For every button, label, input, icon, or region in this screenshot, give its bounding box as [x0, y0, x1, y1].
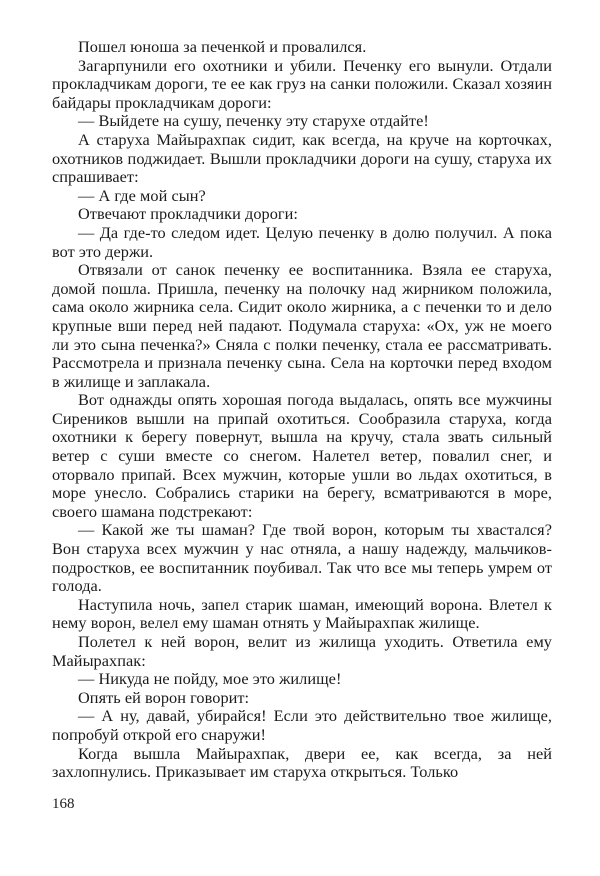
paragraph: Когда вышла Майырахпак, двери ее, как всегда, за ней захлопнулись. Приказывает им старуха открыться. Только [52, 743, 552, 782]
paragraph: Наступила ночь, запел старик шаман, имеющий ворона. Влетел к нему ворон, велел ему шаман отнять у Майырахпак жилище. [52, 594, 552, 633]
dialogue-line: — Никуда не пойду, мое это жилище! [78, 669, 342, 689]
dialogue-line: — Да где-то следом идет. Целую печенку в долю получил. А пока вот это держи. [52, 222, 552, 261]
paragraph: Пошел юноша за печенкой и провалился. [78, 37, 367, 56]
dialogue-line: — Какой же ты шаман? Где твой ворон, которым ты хвастался? Вон старуха всех мужчин у нас отняла, а нашу надежду, мальчиков-подростков, ее воспитанник поубивал. Так что все мы теперь умрем от голода. [52, 520, 552, 596]
dialogue-line: — Выйдете на сушу, печенку эту старухе отдайте! [78, 111, 429, 131]
paragraph: Опять ей ворон говорит: [78, 687, 250, 707]
dialogue-line: — А ну, давай, убирайся! Если это действительно твое жилище, попробуй открой его снаружи! [52, 706, 552, 744]
page-number: 168 [52, 796, 75, 812]
paragraph: Отвязали от санок печенку ее воспитанника. Взяла ее старуха, домой пошла. Пришла, печенку на полочку над жирником положила, сама около жирника села. Сидит около жирника, а с печенки то и дело крупные вши перед ней падают. Подумала старуха: «Ох, уж не моего ли это сына печенка?» Сняла с полки печенку, стала ее рассматривать. Рассмотрела и признала печенку сына. Села на корточки перед входом в жилище и заплакала. [52, 260, 552, 391]
paragraph: Загарпунили его охотники и убили. Печенку его вынули. Отдали прокладчикам дороги, те ее как груз на санки положили. Сказал хозяин байдары прокладчикам дороги: [52, 55, 552, 112]
paragraph: Вот однажды опять хорошая погода выдалась, опять все мужчины Сиреников вышли на припай охотиться. Сообразила старуха, когда охотники к берегу повернут, вышла на кручу, стала звать сильный ветер с суши вместе со снегом. Налетел ветер, повалил снег, и оторвало припай. Всех мужчин, которые ушли во льдах охотиться, в море унесло. Собрались старики на берегу, всматриваются в море, своего шамана подстрекают: [52, 390, 552, 521]
paragraph: Полетел к ней ворон, велит из жилища уходить. Ответила ему Майырахпак: [52, 632, 552, 670]
page-body-text [52, 38, 552, 782]
paragraph: А старуха Майырахпак сидит, как всегда, на круче на корточках, охотников поджидает. Вышли прокладчики дороги на сушу, старуха их спрашивает: [52, 129, 552, 187]
book-page [52, 38, 552, 864]
paragraph: Отвечают прокладчики дороги: [78, 204, 298, 224]
dialogue-line: — А где мой сын? [78, 185, 206, 205]
